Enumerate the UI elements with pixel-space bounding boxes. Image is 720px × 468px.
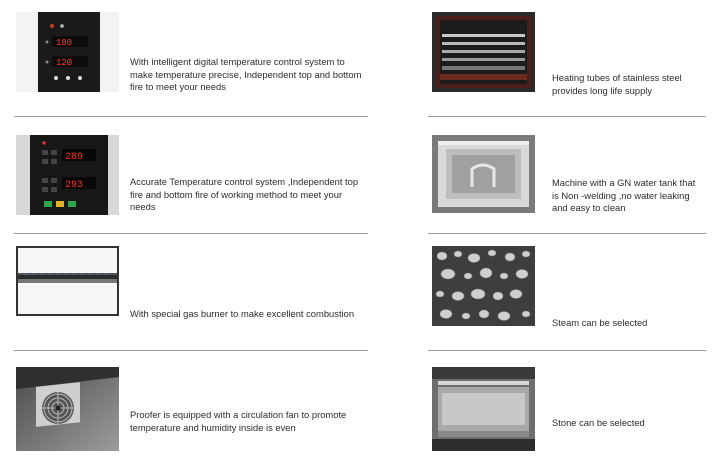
display-readout: 180: [56, 38, 73, 48]
feature-row-steam: [428, 234, 706, 351]
feature-caption: Accurate Temperature control system ,Independent top fire and bottom fire of working method to meet your needs: [130, 176, 359, 213]
feature-caption: With intelligent digital temperature control system to make temperature precise, Independent top and bottom fire to meet your needs: [130, 56, 362, 93]
feature-caption: Heating tubes of stainless steel provides long life supply: [552, 72, 682, 96]
feature-row-temperature-control: [14, 117, 368, 234]
feature-caption: With special gas burner to make excellent combustion: [130, 308, 355, 319]
baking-stone-image: [432, 367, 535, 451]
feature-row-circulation-fan: [14, 351, 368, 468]
display-readout: 120: [56, 58, 73, 68]
circulation-fan-image: [16, 367, 119, 451]
heating-tubes-image: [432, 12, 535, 92]
feature-row-digital-control: [14, 0, 368, 117]
display-readout: 289: [65, 152, 84, 163]
feature-caption: Machine with a GN water tank that is Non -welding ,no water leaking and easy to clean: [552, 177, 696, 214]
gas-burner-image: [16, 246, 119, 316]
digital-control-panel-image: [16, 12, 119, 92]
feature-caption: Steam can be selected: [552, 317, 648, 328]
feature-column-left: [14, 0, 368, 468]
feature-row-stone: [428, 351, 706, 468]
display-readout: 293: [65, 180, 84, 191]
temperature-control-panel-image: [16, 135, 119, 215]
feature-row-heating-tubes: [428, 0, 706, 117]
feature-caption: Proofer is equipped with a circulation fan to promote temperature and humidity inside is even: [130, 409, 347, 433]
feature-caption: Stone can be selected: [552, 417, 645, 428]
steam-droplets-image: [432, 246, 535, 326]
water-tank-image: [432, 135, 535, 213]
feature-column-right: [428, 0, 706, 468]
feature-row-water-tank: [428, 117, 706, 234]
feature-row-gas-burner: [14, 234, 368, 351]
